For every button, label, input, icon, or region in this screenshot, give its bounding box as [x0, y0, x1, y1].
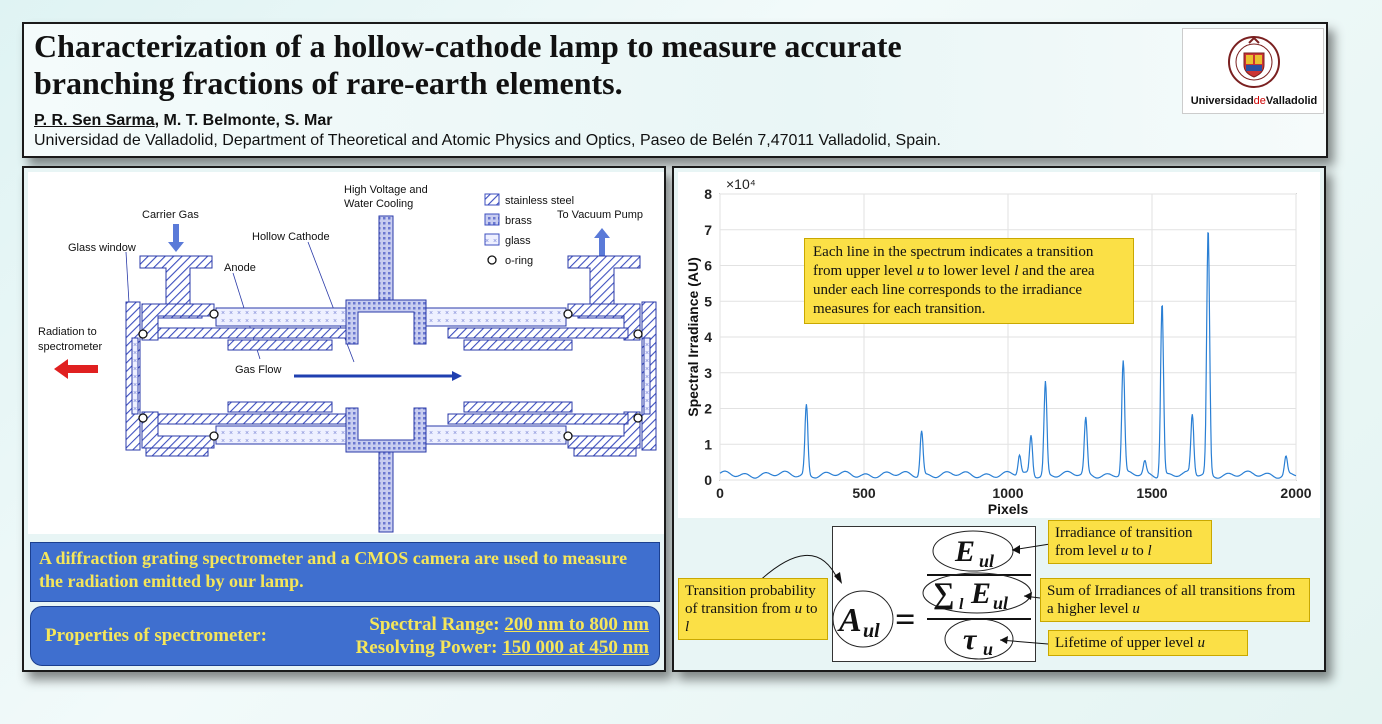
formula-tau-circle	[945, 619, 1013, 659]
label-to-vacuum: To Vacuum Pump	[557, 209, 644, 221]
properties-values	[356, 613, 649, 659]
formula-equals: =	[895, 599, 916, 639]
legend-oring: o-ring	[505, 255, 534, 267]
lower-fitting-left	[146, 448, 208, 456]
chart-annotation: Each line in the spectrum indicates a transition from upper level u to lower level l and the area under each line corresponds to the irradiance measures for each transition.	[804, 238, 1134, 324]
right-window	[644, 338, 650, 414]
y-axis-label: Spectral Irradiance (AU)	[685, 257, 701, 417]
x-axis-label: Pixels	[987, 501, 1029, 517]
formula-lhs-sub: ul	[863, 620, 880, 642]
formula-denominator-e: E	[971, 577, 992, 610]
co-authors: , M. T. Belmonte, S. Mar	[154, 112, 333, 129]
legend-brass: brass	[505, 215, 532, 227]
power-value: 150 000 at 450 nm	[502, 637, 649, 658]
university-seal-icon	[1227, 31, 1281, 93]
upper-right-anode	[448, 328, 628, 338]
carrier-gas-arrow-head	[168, 242, 184, 252]
y-tick-label: 2	[704, 400, 712, 417]
note-irradiance: Irradiance of transition from level u to l	[1048, 520, 1212, 564]
y-tick-label: 6	[704, 257, 712, 274]
radiation-arrow	[54, 359, 98, 379]
top-electrode	[379, 216, 393, 302]
upper-anode-taper	[228, 340, 332, 350]
header-panel	[22, 22, 1328, 158]
note-sum-irradiances: Sum of Irradiances of all transitions from a higher level u	[1040, 578, 1310, 622]
y-tick-label: 0	[704, 472, 712, 488]
upper-glass-tube-right	[426, 308, 566, 326]
branching-formula	[832, 526, 1036, 662]
x-tick-label: 1500	[1136, 485, 1168, 501]
lamp-diagram	[28, 172, 664, 534]
legend-steel-swatch	[485, 194, 499, 205]
lower-right-anode	[448, 414, 628, 424]
y-axis-ticks	[704, 186, 712, 488]
lower-cathode	[346, 408, 426, 452]
properties-label: Properties of spectrometer:	[45, 625, 267, 646]
y-tick-label: 7	[704, 221, 712, 238]
spectrometer-properties	[30, 606, 660, 666]
x-tick-label: 1000	[992, 485, 1024, 501]
o-ring	[139, 330, 147, 338]
range-label: Spectral Range:	[369, 614, 500, 635]
formula-sum-sub: l	[959, 596, 964, 613]
x-tick-label: 2000	[1280, 485, 1312, 501]
vacuum-arrow-shaft	[599, 238, 605, 258]
lower-fitting-right	[574, 448, 636, 456]
o-ring	[634, 330, 642, 338]
lower-anode	[158, 414, 354, 424]
note-lifetime: Lifetime of upper level u	[1048, 630, 1248, 656]
lower-anode-taper	[228, 402, 332, 412]
upper-cathode	[346, 300, 426, 344]
lower-glass-tube-right	[426, 426, 566, 444]
x-tick-label: 0	[716, 485, 724, 501]
o-ring	[634, 414, 642, 422]
lower-glass-tube-left	[216, 426, 346, 444]
label-high-voltage-1: High Voltage and	[344, 184, 428, 196]
lamp-panel	[22, 166, 666, 672]
legend-steel: stainless steel	[505, 195, 575, 207]
spectrometer-description: A diffraction grating spectrometer and a CMOS camera are used to measure the radiation emitted by our lamp.	[30, 542, 660, 602]
upper-glass-tube-left	[216, 308, 346, 326]
primary-author: P. R. Sen Sarma	[34, 112, 155, 129]
legend-brass-swatch	[485, 214, 499, 225]
gas-flow-arrow-head	[452, 371, 462, 381]
formula-lhs: A	[839, 602, 862, 639]
left-window	[132, 338, 138, 414]
o-ring	[564, 310, 572, 318]
authors	[34, 112, 332, 130]
label-glass-window: Glass window	[68, 242, 136, 254]
upper-anode	[158, 328, 354, 338]
o-ring	[210, 310, 218, 318]
spectrum-chart	[678, 172, 1320, 518]
formula-numerator: E	[955, 535, 976, 568]
poster-title: Characterization of a hollow-cathode lamp to measure accurate branching fractions of rare-earth elements.	[34, 28, 902, 101]
legend-glass-swatch	[485, 234, 499, 245]
y-tick-label: 4	[704, 329, 712, 345]
o-ring	[210, 432, 218, 440]
y-tick-label: 5	[704, 293, 712, 310]
label-high-voltage-2: Water Cooling	[344, 198, 414, 210]
range-value: 200 nm to 800 nm	[504, 614, 649, 635]
label-anode: Anode	[224, 262, 256, 274]
o-ring	[564, 432, 572, 440]
bottom-electrode	[379, 452, 393, 532]
spectrum-panel	[672, 166, 1326, 672]
power-label: Resolving Power:	[355, 637, 498, 658]
x-tick-label: 500	[852, 485, 876, 501]
y-tick-label: 3	[704, 364, 712, 381]
formula-denominator-e-sub: ul	[993, 593, 1009, 613]
formula-tau: τ	[963, 623, 977, 656]
label-gas-flow: Gas Flow	[235, 364, 282, 376]
university-logo	[1182, 28, 1324, 114]
o-ring	[139, 414, 147, 422]
label-hollow-cathode: Hollow Cathode	[252, 231, 330, 243]
note-transition-probability: Transition probability of transition from u to l	[678, 578, 828, 640]
carrier-gas-arrow-shaft	[173, 224, 179, 242]
affiliation: Universidad de Valladolid, Department of Theoretical and Atomic Physics and Optics, Paseo de Belén 7,47011 Valladolid, Spain.	[34, 132, 941, 149]
formula-graphic	[833, 527, 1037, 663]
vacuum-arrow-head	[594, 228, 610, 238]
formula-sum: ∑	[933, 577, 955, 610]
label-carrier-gas: Carrier Gas	[142, 209, 199, 221]
y-tick-label: 8	[704, 186, 712, 202]
university-name: UniversidaddeValladolid	[1190, 95, 1318, 107]
upper-right-taper	[464, 340, 572, 350]
y-multiplier: ×10⁴	[726, 176, 756, 192]
legend-glass: glass	[505, 235, 531, 247]
label-radiation-1: Radiation to	[38, 326, 97, 338]
y-tick-label: 1	[704, 436, 712, 453]
formula-numerator-sub: ul	[979, 551, 995, 571]
lower-right-taper	[464, 402, 572, 412]
lamp-schematic	[28, 172, 664, 534]
legend-oring-swatch	[488, 256, 496, 264]
formula-tau-sub: u	[983, 639, 994, 659]
label-radiation-2: spectrometer	[38, 341, 103, 353]
